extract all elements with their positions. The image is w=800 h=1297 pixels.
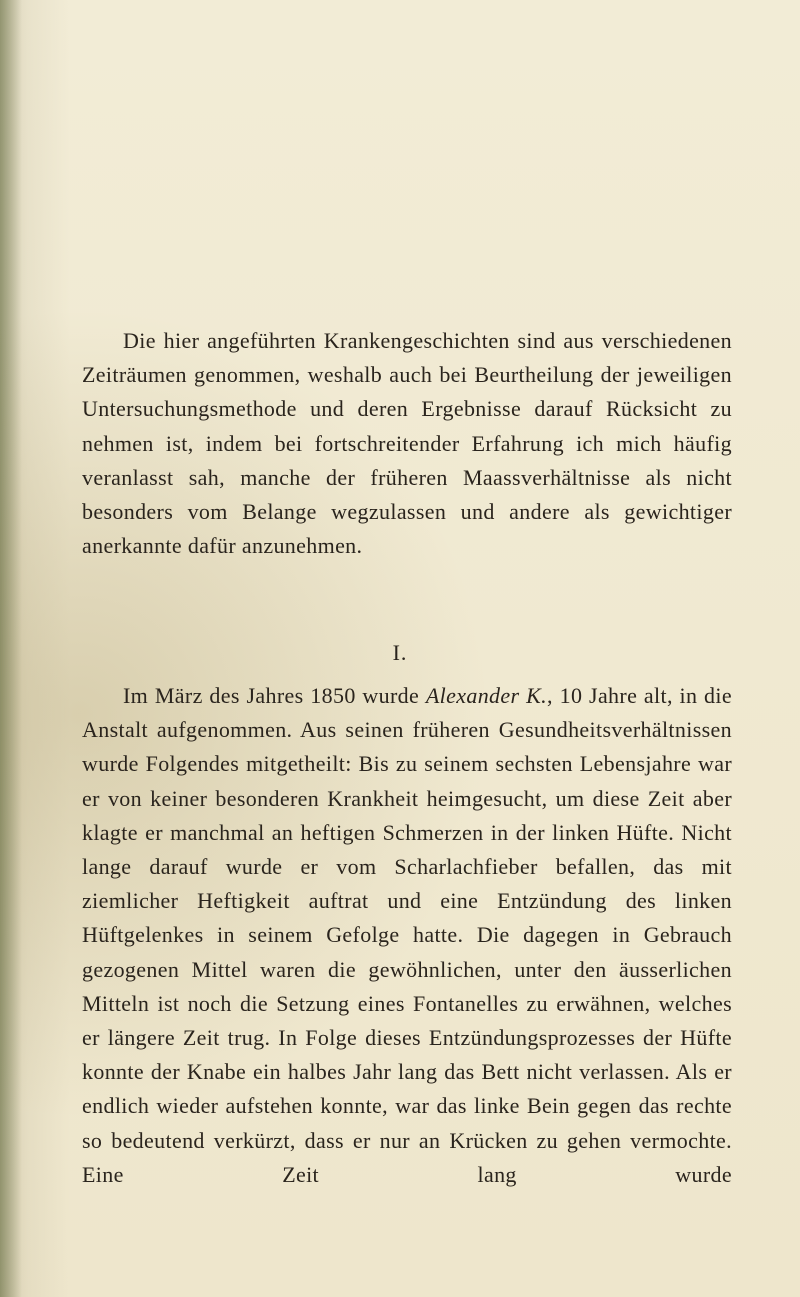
patient-name: Alexander K.: [425, 683, 548, 708]
case-text-part2: , 10 Jahre alt, in die Anstalt aufgenommen. Aus seinen früheren Gesundheitsverhältnissen wurde Folgendes mitgetheilt: Bis zu seinem sechsten Lebensjahre war er von keiner besonderen Krankheit heimgesucht, um diese Zeit aber klagte er manchmal an heftigen Schmerzen in der linken Hüfte. Nicht lange darauf wurde er vom Scharlachfieber befallen, das mit ziemlicher Heftigkeit auftrat und eine Entzündung des linken Hüftgelenkes in seinem Gefolge hatte. Die dagegen in Gebrauch gezogenen Mittel waren die gewöhnlichen, unter den äusserlichen Mitteln ist noch die Setzung eines Fontanelles zu erwähnen, welches er längere Zeit trug. In Folge dieses Entzündungsprozesses der Hüfte konnte der Knabe ein halbes Jahr lang das Bett nicht verlassen. Als er endlich wieder aufstehen konnte, war das linke Bein gegen das rechte so bedeutend verkürzt, dass er nur an Krücken zu gehen vermochte. Eine Zeit lang wurde: [82, 683, 732, 1187]
intro-paragraph: Die hier angeführten Krankengeschichten sind aus verschiedenen Zeiträumen genommen, weshalb auch bei Beurtheilung der jeweiligen Untersuchungsmethode und deren Ergebnisse darauf Rücksicht zu nehmen ist, indem bei fortschreitender Erfahrung ich mich häufig veranlasst sah, manche der früheren Maassverhältnisse als nicht besonders vom Belange wegzulassen und andere als gewichtiger anerkannte dafür anzunehmen.: [82, 328, 732, 559]
case-text-part1: Im März des Jahres 1850 wurde: [123, 683, 426, 708]
case-paragraph: [82, 679, 732, 1192]
section-heading: I.: [392, 640, 408, 665]
